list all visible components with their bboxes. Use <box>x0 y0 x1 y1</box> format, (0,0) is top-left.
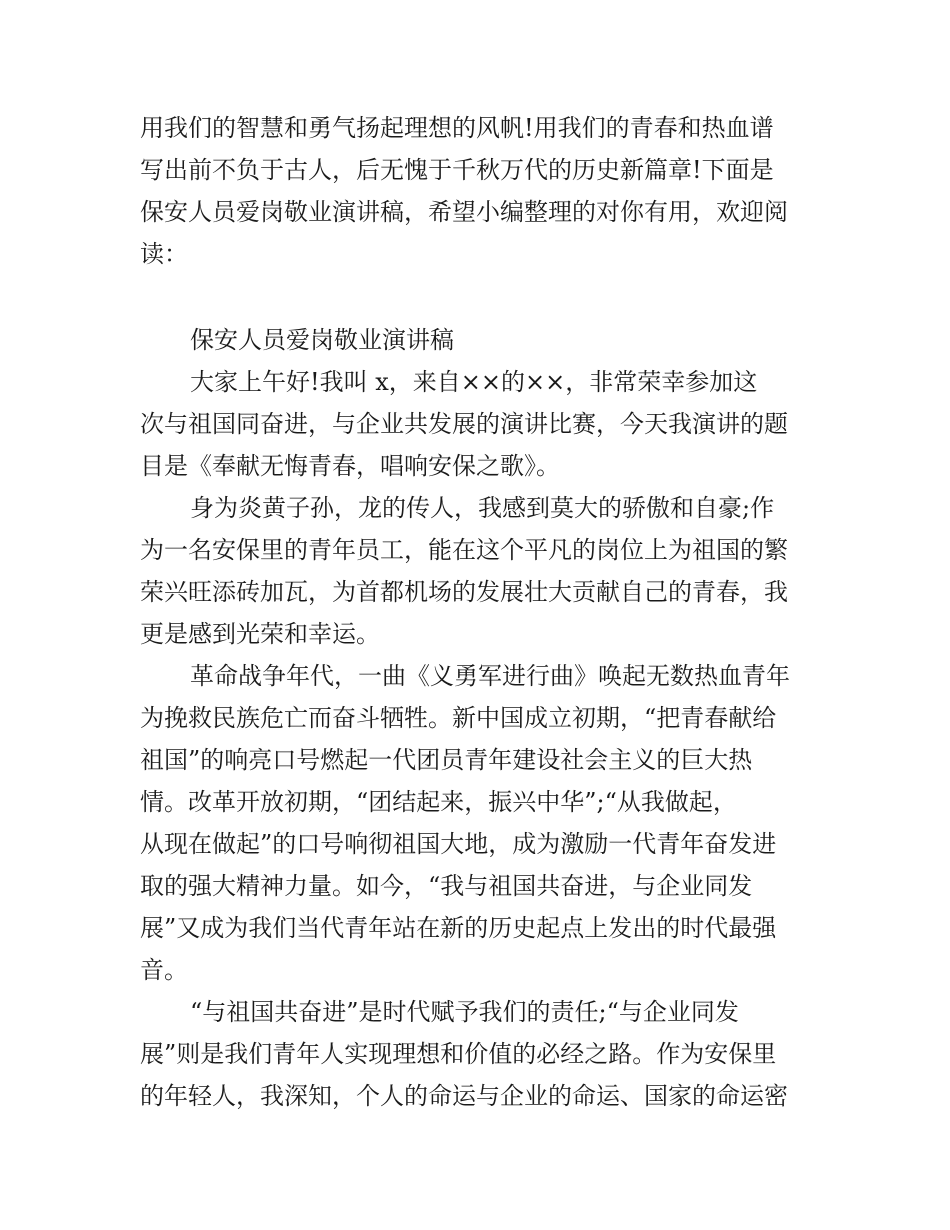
text-line: 为一名安保里的青年员工，能在这个平凡的岗位上为祖国的繁 <box>140 536 788 564</box>
text-line: 大家上午好!我叫 x，来自××的××，非常荣幸参加这 <box>190 368 758 396</box>
text-line: 更是感到光荣和幸运。 <box>140 620 380 648</box>
text-line: 取的强大精神力量。如今，“我与祖国共奋进，与企业同发 <box>140 872 753 900</box>
speech-body <box>140 319 816 1117</box>
text-line: 身为炎黄子孙，龙的传人，我感到莫大的骄傲和自豪;作 <box>190 494 775 522</box>
text-line: 目是《奉献无悔青春，唱响安保之歌》。 <box>140 452 560 480</box>
paragraph-1 <box>140 361 816 487</box>
text-line: 荣兴旺添砖加瓦，为首都机场的发展壮大贡献自己的青春，我 <box>140 578 788 606</box>
text-line: “与祖国共奋进”是时代赋予我们的责任;“与企业同发 <box>190 998 739 1026</box>
text-line: 情。改革开放初期，“团结起来，振兴中华”;“从我做起， <box>140 788 737 816</box>
paragraph-3 <box>140 655 816 991</box>
intro-paragraph <box>140 107 816 275</box>
text-line: 音。 <box>140 956 188 984</box>
text-line: 为挽救民族危亡而奋斗牺牲。新中国成立初期，“把青春献给 <box>140 704 777 732</box>
text-line: 祖国”的响亮口号燃起一代团员青年建设社会主义的巨大热 <box>140 746 753 774</box>
text-line: 展”则是我们青年人实现理想和价值的必经之路。作为安保里 <box>140 1040 777 1068</box>
text-line: 革命战争年代，一曲《义勇军进行曲》唤起无数热血青年 <box>190 662 790 690</box>
text-line: 用我们的智慧和勇气扬起理想的风帆!用我们的青春和热血谱 <box>140 114 774 142</box>
speech-title: 保安人员爱岗敬业演讲稿 <box>190 326 454 354</box>
text-line: 的年轻人，我深知，个人的命运与企业的命运、国家的命运密 <box>140 1082 788 1110</box>
text-line: 展”又成为我们当代青年站在新的历史起点上发出的时代最强 <box>140 914 777 942</box>
text-line: 写出前不负于古人，后无愧于千秋万代的历史新篇章!下面是 <box>140 156 774 184</box>
paragraph-2 <box>140 487 816 655</box>
text-line: 次与祖国同奋进，与企业共发展的演讲比赛，今天我演讲的题 <box>140 410 788 438</box>
text-line: 保安人员爱岗敬业演讲稿，希望小编整理的对你有用，欢迎阅 <box>140 198 788 226</box>
paragraph-4 <box>140 991 816 1117</box>
text-line: 从现在做起”的口号响彻祖国大地，成为激励一代青年奋发进 <box>140 830 777 858</box>
text-line: 读： <box>140 240 188 268</box>
